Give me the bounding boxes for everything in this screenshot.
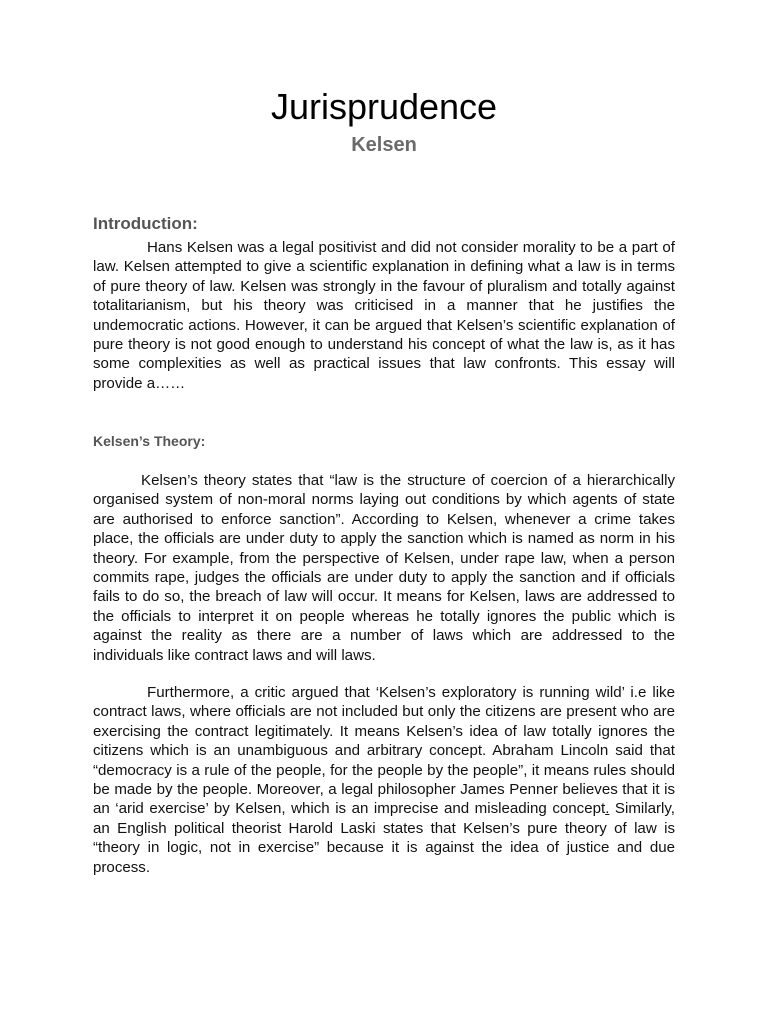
document-subtitle: Kelsen <box>351 134 417 156</box>
document-title: Jurisprudence <box>270 86 498 127</box>
kelsens-theory-heading: Kelsen’s Theory: <box>93 433 206 449</box>
underlined-period: . <box>605 800 610 818</box>
kelsens-theory-paragraph-2 <box>93 683 675 877</box>
kelsens-theory-text-2a: Furthermore, a critic argued that ‘Kelsen’s exploratory is running wild’ i.e like contract laws, where officials are not included but only the citizens are present who are exercising the contract legitimately. It means Kelsen’s idea of law totally ignores the citizens which is an unambiguous and arbitrary concept. Abraham Lincoln said that “democracy is a rule of the people, for the people by the people”, it means rules should be made by the people. Moreover, a legal philosopher James Penner believes that it is an ‘arid exercise’ by Kelsen, which is an imprecise and misleading concept <box>93 684 675 818</box>
kelsens-theory-paragraph-1 <box>93 471 675 665</box>
introduction-heading: Introduction: <box>93 214 198 233</box>
kelsens-theory-text-2b: Similarly, an English political theorist Harold Laski states that Kelsen’s pure theory of law is “theory in logic, not in exercise” because it is against the idea of justice and due process. <box>93 800 675 876</box>
introduction-paragraph <box>93 238 675 393</box>
introduction-text: Hans Kelsen was a legal positivist and did not consider morality to be a part of law. Kelsen attempted to give a scientific explanation in defining what a law is in terms of pure theory of law. Kelsen was strongly in the favour of pluralism and totally against totalitarianism, but his theory was criticised in a manner that he justifies the undemocratic actions. However, it can be argued that Kelsen’s scientific explanation of pure theory is not good enough to understand his concept of what the law is, as it has some complexities as well as practical issues that law confronts. This essay will provide a…… <box>93 239 675 392</box>
kelsens-theory-text-1: Kelsen’s theory states that “law is the structure of coercion of a hierarchically organised system of non-moral norms laying out conditions by which agents of state are authorised to enforce sanction”. According to Kelsen, whenever a crime takes place, the officials are under duty to apply the sanction which is named as norm in his theory. For example, from the perspective of Kelsen, under rape law, when a person commits rape, judges the officials are under duty to apply the sanction and if officials fails to do so, the breach of law will occur. It means for Kelsen, laws are addressed to the officials to interpret it on people whereas he totally ignores the public which is against the reality as there are a number of laws which are addressed to the individuals like contract laws and will laws. <box>93 472 675 664</box>
